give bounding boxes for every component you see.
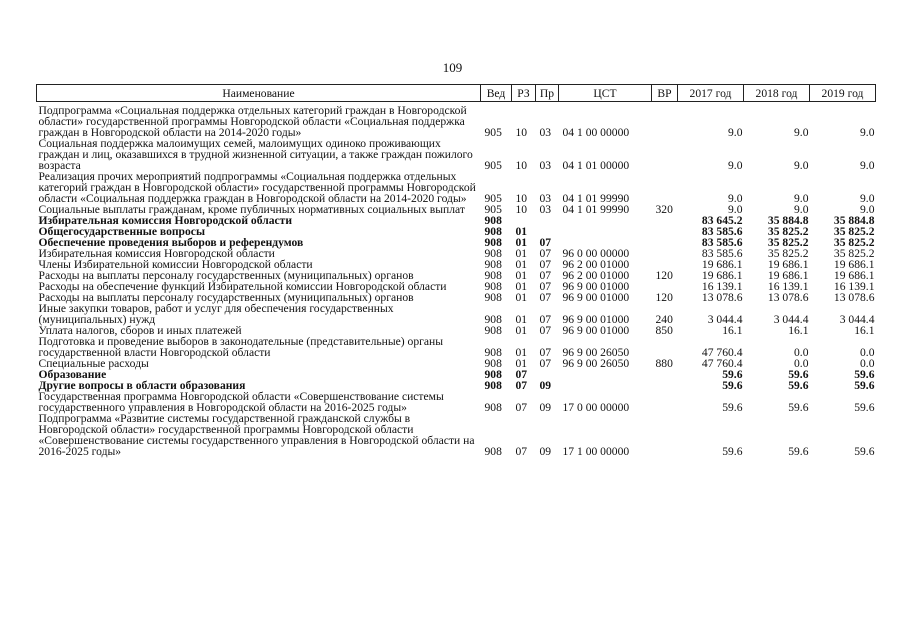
- cell-cst: [559, 226, 652, 237]
- table-row: [37, 102, 876, 139]
- cell-y2018: 9.0: [794, 126, 809, 139]
- cell-pr: 03: [539, 159, 552, 172]
- cell-y2019: 9.0: [860, 126, 875, 139]
- cell-y2019: 0.0: [860, 357, 875, 370]
- cell-vr: [652, 138, 678, 171]
- cell-y2019: 59.6: [854, 368, 875, 381]
- cell-rz: 01: [515, 225, 528, 238]
- cell-y2018: 19 686.1: [767, 258, 809, 271]
- cell-y2018: 0.0: [794, 346, 809, 359]
- cell-ved: 908: [484, 368, 502, 381]
- cell-y2018: 59.6: [788, 379, 809, 392]
- header-vr: ВР: [652, 85, 678, 102]
- cell-ved: 908: [484, 247, 502, 260]
- cell-pr: 07: [539, 313, 552, 326]
- cell-name: Иные закупки товаров, работ и услуг для обеспечения государственных (муниципальных) нужд: [38, 302, 394, 326]
- cell-y2019: 35 884.8: [833, 214, 875, 227]
- cell-name: Уплата налогов, сборов и иных платежей: [38, 324, 242, 337]
- cell-vr: [652, 215, 678, 226]
- cell-rz: 01: [515, 258, 528, 271]
- cell-ved: 905: [484, 192, 502, 205]
- cell-rz: 01: [515, 247, 528, 260]
- cell-ved: 908: [484, 280, 502, 293]
- cell-y2017: 47 760.4: [701, 357, 743, 370]
- cell-y2017: 9.0: [728, 203, 743, 216]
- cell-ved: 905: [484, 203, 502, 216]
- cell-y2017: 9.0: [728, 159, 743, 172]
- cell-y2018: 16.1: [788, 324, 809, 337]
- cell-pr: 07: [539, 236, 552, 249]
- cell-name: Образование: [38, 368, 107, 381]
- cell-y2019: 16.1: [854, 324, 875, 337]
- header-pr: Пр: [536, 85, 559, 102]
- cell-ved: 908: [484, 313, 502, 326]
- cell-cst: 96 9 00 26050: [562, 346, 630, 359]
- cell-cst: 96 9 00 01000: [562, 313, 630, 326]
- cell-y2017: 59.6: [722, 379, 743, 392]
- header-2017: 2017 год: [678, 85, 744, 102]
- cell-cst: 04 1 01 99990: [562, 192, 630, 205]
- cell-ved: 908: [484, 258, 502, 271]
- cell-y2019: 3 044.4: [839, 313, 875, 326]
- cell-pr: 07: [539, 258, 552, 271]
- cell-cst: [559, 215, 652, 226]
- cell-y2019: 35 825.2: [833, 225, 875, 238]
- table-row: [37, 171, 876, 204]
- cell-name: Общегосударственные вопросы: [38, 225, 205, 238]
- cell-pr: 07: [539, 346, 552, 359]
- cell-vr: 850: [655, 324, 673, 337]
- cell-rz: 10: [515, 203, 528, 216]
- cell-vr: 120: [655, 291, 673, 304]
- cell-cst: 96 0 00 00000: [562, 247, 630, 260]
- cell-cst: 04 1 00 00000: [562, 126, 630, 139]
- cell-pr: 07: [539, 324, 552, 337]
- cell-cst: 04 1 01 99990: [562, 203, 630, 216]
- cell-vr: 120: [655, 269, 673, 282]
- cell-name: Реализация прочих мероприятий подпрограммы «Социальная поддержка отдельных категорий граждан в Новгородской области» государственной программы Новгородской области «Социальная поддержка граждан в Новгородской области на 2014-2020 годы»: [38, 170, 476, 205]
- cell-y2018: 9.0: [794, 159, 809, 172]
- cell-y2019: 59.6: [854, 379, 875, 392]
- cell-pr: 09: [539, 445, 552, 458]
- cell-y2017: 83 585.6: [701, 247, 743, 260]
- cell-y2019: 9.0: [860, 192, 875, 205]
- cell-ved: 908: [484, 214, 502, 227]
- cell-name: Социальные выплаты гражданам, кроме публичных нормативных социальных выплат: [38, 203, 465, 216]
- cell-y2017: 83 585.6: [701, 225, 743, 238]
- cell-name: Члены Избирательной комиссии Новгородской области: [38, 258, 313, 271]
- cell-ved: 908: [484, 401, 502, 414]
- cell-rz: 10: [515, 126, 528, 139]
- cell-y2019: 19 686.1: [833, 258, 875, 271]
- cell-y2019: 35 825.2: [833, 247, 875, 260]
- cell-pr: 03: [539, 126, 552, 139]
- cell-y2017: 19 686.1: [701, 269, 743, 282]
- header-cst: ЦСТ: [559, 85, 652, 102]
- header-ved: Вед: [481, 85, 512, 102]
- cell-y2017: 16.1: [722, 324, 743, 337]
- cell-rz: 10: [515, 192, 528, 205]
- cell-name: Социальная поддержка малоимущих семей, малоимущих одиноко проживающих граждан и лиц, оказавшихся в трудной жизненной ситуации, а также граждан пожилого возраста: [38, 137, 473, 172]
- header-2018: 2018 год: [744, 85, 810, 102]
- cell-y2019: 0.0: [860, 346, 875, 359]
- table-row: [37, 413, 876, 457]
- cell-pr: 07: [539, 291, 552, 304]
- header-2019: 2019 год: [810, 85, 876, 102]
- cell-ved: 908: [484, 269, 502, 282]
- table-row: [37, 138, 876, 171]
- cell-y2018: 13 078.6: [767, 291, 809, 304]
- cell-pr: 07: [539, 357, 552, 370]
- cell-y2019: 9.0: [860, 203, 875, 216]
- cell-y2017: 9.0: [728, 126, 743, 139]
- cell-cst: 96 9 00 26050: [562, 357, 630, 370]
- table-header-row: [37, 85, 876, 102]
- cell-cst: 96 9 00 01000: [562, 324, 630, 337]
- header-rz: РЗ: [512, 85, 536, 102]
- cell-vr: 880: [655, 357, 673, 370]
- cell-vr: [652, 248, 678, 259]
- cell-vr: [652, 380, 678, 391]
- cell-vr: [652, 226, 678, 237]
- cell-ved: 908: [484, 445, 502, 458]
- cell-y2019: 59.6: [854, 445, 875, 458]
- cell-vr: [652, 369, 678, 380]
- cell-y2018: 9.0: [794, 192, 809, 205]
- cell-cst: 17 0 00 00000: [562, 401, 630, 414]
- cell-y2019: 9.0: [860, 159, 875, 172]
- cell-rz: 01: [515, 269, 528, 282]
- cell-y2018: 0.0: [794, 357, 809, 370]
- cell-pr: 07: [539, 269, 552, 282]
- cell-ved: 908: [484, 236, 502, 249]
- cell-rz: 07: [515, 379, 528, 392]
- cell-y2019: 59.6: [854, 401, 875, 414]
- table-row: [37, 391, 876, 413]
- cell-name: Подпрограмма «Развитие системы государственной гражданской службы в Новгородской области» государственной программы Новгородской области «Совершенствование системы государственного управления в Новгородской области на 2016-2025 годы»: [38, 412, 475, 458]
- cell-rz: 01: [515, 357, 528, 370]
- table-body: [37, 102, 876, 458]
- cell-y2019: 13 078.6: [833, 291, 875, 304]
- cell-y2018: 59.6: [788, 445, 809, 458]
- cell-y2018: 19 686.1: [767, 269, 809, 282]
- header-name: Наименование: [37, 85, 481, 102]
- cell-y2017: 47 760.4: [701, 346, 743, 359]
- cell-y2018: 35 825.2: [767, 225, 809, 238]
- cell-rz: 01: [515, 280, 528, 293]
- cell-name: Расходы на выплаты персоналу государственных (муниципальных) органов: [38, 269, 414, 282]
- cell-y2017: 16 139.1: [701, 280, 743, 293]
- budget-table: [36, 84, 876, 457]
- cell-name: Расходы на обеспечение функций Избирательной комиссии Новгородской области: [38, 280, 447, 293]
- cell-pr: 03: [539, 203, 552, 216]
- cell-name: Обеспечение проведения выборов и референдумов: [38, 236, 304, 249]
- cell-pr: 09: [539, 379, 552, 392]
- cell-rz: 07: [515, 445, 528, 458]
- cell-y2017: 3 044.4: [707, 313, 743, 326]
- cell-rz: 07: [515, 401, 528, 414]
- cell-name: Подготовка и проведение выборов в законодательные (представительные) органы государственной власти Новгородской области: [38, 335, 444, 359]
- cell-y2017: 83 585.6: [701, 236, 743, 249]
- cell-y2018: 3 044.4: [773, 313, 809, 326]
- table-row: [37, 358, 876, 369]
- cell-ved: 908: [484, 357, 502, 370]
- cell-y2017: 9.0: [728, 192, 743, 205]
- cell-y2019: 16 139.1: [833, 280, 875, 293]
- cell-name: Избирательная комиссия Новгородской области: [38, 214, 293, 227]
- cell-rz: 01: [515, 236, 528, 249]
- cell-rz: 10: [515, 159, 528, 172]
- cell-pr: 09: [539, 401, 552, 414]
- cell-y2019: 19 686.1: [833, 269, 875, 282]
- cell-rz: 01: [515, 291, 528, 304]
- cell-ved: 908: [484, 225, 502, 238]
- cell-cst: 96 9 00 01000: [562, 291, 630, 304]
- cell-pr: 07: [539, 247, 552, 260]
- cell-ved: 908: [484, 324, 502, 337]
- cell-name: Подпрограмма «Социальная поддержка отдельных категорий граждан в Новгородской области» государственной программы Новгородской области «Социальная поддержка граждан в Новгородской области на 2014-2020 годы»: [38, 104, 467, 139]
- cell-cst: [559, 369, 652, 380]
- cell-name: Государственная программа Новгородской области «Совершенствование системы государственного управления в Новгородской области на 2016-2025 годы»: [38, 390, 444, 414]
- cell-cst: 17 1 00 00000: [562, 445, 630, 458]
- cell-rz: 07: [515, 368, 528, 381]
- cell-y2018: 35 825.2: [767, 247, 809, 260]
- table-row: [37, 336, 876, 358]
- cell-pr: [536, 215, 559, 226]
- cell-rz: 01: [515, 313, 528, 326]
- cell-y2019: 35 825.2: [833, 236, 875, 249]
- cell-vr: [652, 102, 678, 139]
- cell-vr: [652, 237, 678, 248]
- cell-cst: 96 2 00 01000: [562, 258, 630, 271]
- cell-y2017: 59.6: [722, 401, 743, 414]
- cell-rz: 01: [515, 324, 528, 337]
- cell-cst: 96 2 00 01000: [562, 269, 630, 282]
- cell-y2018: 35 884.8: [767, 214, 809, 227]
- cell-vr: 320: [655, 203, 673, 216]
- cell-ved: 905: [484, 159, 502, 172]
- cell-vr: [652, 391, 678, 413]
- cell-pr: 03: [539, 192, 552, 205]
- cell-rz: 01: [515, 346, 528, 359]
- cell-cst: [559, 380, 652, 391]
- cell-y2018: 59.6: [788, 401, 809, 414]
- page-number: 109: [442, 60, 463, 75]
- cell-y2017: 19 686.1: [701, 258, 743, 271]
- cell-cst: 96 9 00 01000: [562, 280, 630, 293]
- cell-ved: 905: [484, 126, 502, 139]
- cell-y2018: 9.0: [794, 203, 809, 216]
- cell-y2017: 83 645.2: [701, 214, 743, 227]
- cell-vr: 240: [655, 313, 673, 326]
- cell-pr: 07: [539, 280, 552, 293]
- cell-ved: 908: [484, 346, 502, 359]
- cell-y2017: 13 078.6: [701, 291, 743, 304]
- cell-vr: [652, 171, 678, 204]
- cell-ved: 908: [484, 379, 502, 392]
- table-row: [37, 303, 876, 325]
- cell-ved: 908: [484, 291, 502, 304]
- cell-y2018: 59.6: [788, 368, 809, 381]
- cell-cst: 04 1 01 00000: [562, 159, 630, 172]
- cell-y2018: 16 139.1: [767, 280, 809, 293]
- cell-y2017: 59.6: [722, 368, 743, 381]
- cell-vr: [652, 413, 678, 457]
- cell-y2017: 59.6: [722, 445, 743, 458]
- cell-y2018: 35 825.2: [767, 236, 809, 249]
- cell-vr: [652, 336, 678, 358]
- cell-name: Избирательная комиссия Новгородской области: [38, 247, 275, 260]
- cell-name: Специальные расходы: [38, 357, 149, 370]
- cell-name: Другие вопросы в области образования: [38, 379, 246, 392]
- cell-name: Расходы на выплаты персоналу государственных (муниципальных) органов: [38, 291, 414, 304]
